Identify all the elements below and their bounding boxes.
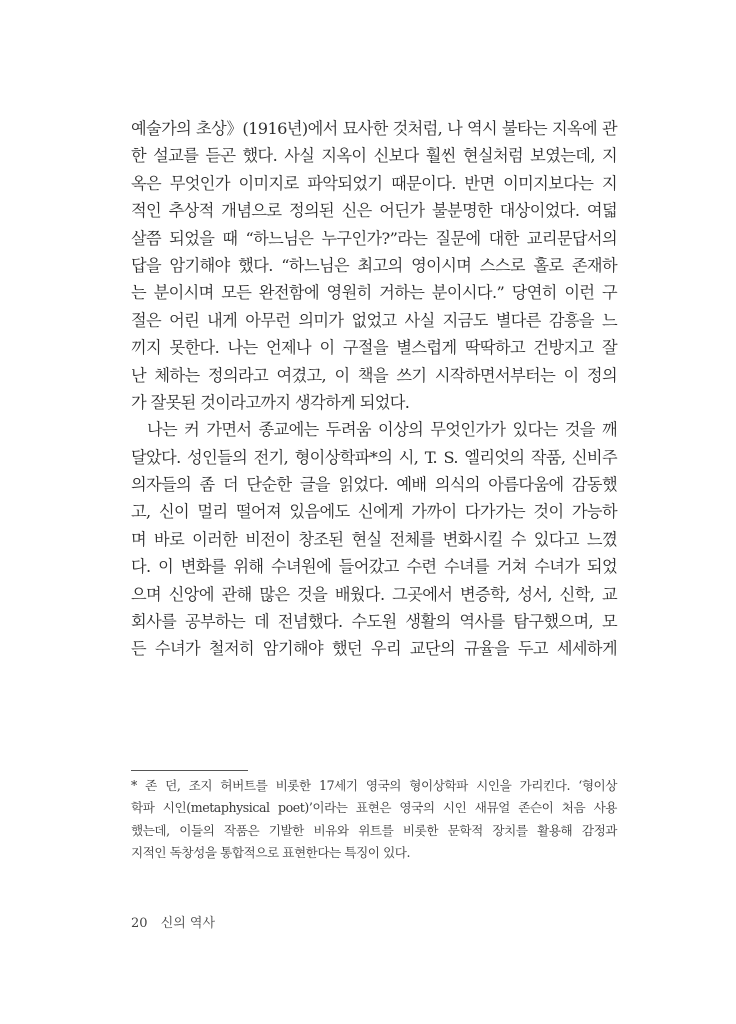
body-line: 적인 추상적 개념으로 정의된 신은 어딘가 불분명한 대상이었다. 여덟 bbox=[131, 201, 617, 221]
body-line: 든 수녀가 철저히 암기해야 했던 우리 교단의 규율을 두고 세세하게 bbox=[131, 639, 617, 659]
body-line: 다. 이 변화를 위해 수녀원에 들어갔고 수련 수녀를 거쳐 수녀가 되었 bbox=[131, 557, 617, 577]
body-line: 절은 어린 내게 아무런 의미가 없었고 사실 지금도 별다른 감흥을 느 bbox=[131, 310, 617, 330]
body-line: 한 설교를 듣곤 했다. 사실 지옥이 신보다 훨씬 현실처럼 보였는데, 지 bbox=[131, 146, 617, 166]
body-line: 으며 신앙에 관해 많은 것을 배웠다. 그곳에서 변증학, 성서, 신학, 교 bbox=[131, 584, 617, 604]
footnote-divider bbox=[131, 770, 248, 771]
footnote-line: * 존 던, 조지 허버트를 비롯한 17세기 영국의 형이상학파 시인을 가리킨다. ‘형이상 bbox=[131, 778, 617, 793]
running-title: 신의 역사 bbox=[160, 916, 216, 931]
body-line: 예술가의 초상》(1916년)에서 묘사한 것처럼, 나 역시 불타는 지옥에 관 bbox=[131, 119, 617, 138]
footnote bbox=[131, 775, 617, 864]
body-line: 옥은 무엇인가 이미지로 파악되었기 때문이다. 반면 이미지보다는 지 bbox=[131, 173, 617, 193]
paragraph-end-line: 가 잘못된 것이라고까지 생각하게 되었다. bbox=[131, 392, 410, 412]
body-line: 의자들의 좀 더 단순한 글을 읽었다. 예배 의식의 아름다움에 감동했 bbox=[131, 475, 617, 495]
body-line: 끼지 못한다. 나는 언제나 이 구절을 별스럽게 딱딱하고 건방지고 잘 bbox=[131, 338, 617, 358]
body-line: 난 체하는 정의라고 여겼고, 이 책을 쓰기 시작하면서부터는 이 정의 bbox=[131, 365, 617, 385]
paragraph-start-line: 나는 커 가면서 종교에는 두려움 이상의 무엇인가가 있다는 것을 깨 bbox=[147, 420, 617, 440]
footnote-line: 지적인 독창성을 통합적으로 표현한다는 특징이 있다. bbox=[131, 844, 411, 860]
body-line: 는 분이시며 모든 완전함에 영원히 거하는 분이시다.” 당연히 이런 구 bbox=[131, 283, 617, 303]
body-line: 살쯤 되었을 때 “하느님은 누구인가?”라는 질문에 대한 교리문답서의 bbox=[131, 228, 617, 248]
body-line: 며 바로 이러한 비전이 창조된 현실 전체를 변화시킬 수 있다고 느꼈 bbox=[131, 529, 617, 549]
body-text bbox=[131, 115, 617, 663]
body-line: 고, 신이 멀리 떨어져 있음에도 신에게 가까이 다가가는 것이 가능하 bbox=[131, 502, 617, 522]
page-footer bbox=[131, 912, 215, 931]
page-number: 20 bbox=[131, 916, 148, 931]
body-line: 달았다. 성인들의 전기, 형이상학파*의 시, T. S. 엘리엇의 작품, 신비주 bbox=[131, 447, 617, 467]
body-line: 회사를 공부하는 데 전념했다. 수도원 생활의 역사를 탐구했으며, 모 bbox=[131, 612, 617, 632]
footnote-line: 학파 시인(metaphysical poet)’이라는 표현은 영국의 시인 새뮤얼 존슨이 처음 사용 bbox=[131, 800, 617, 816]
footnote-line: 했는데, 이들의 작품은 기발한 비유와 위트를 비롯한 문학적 장치를 활용해 감정과 bbox=[131, 822, 617, 838]
body-line: 답을 암기해야 했다. “하느님은 최고의 영이시며 스스로 홀로 존재하 bbox=[131, 255, 617, 275]
